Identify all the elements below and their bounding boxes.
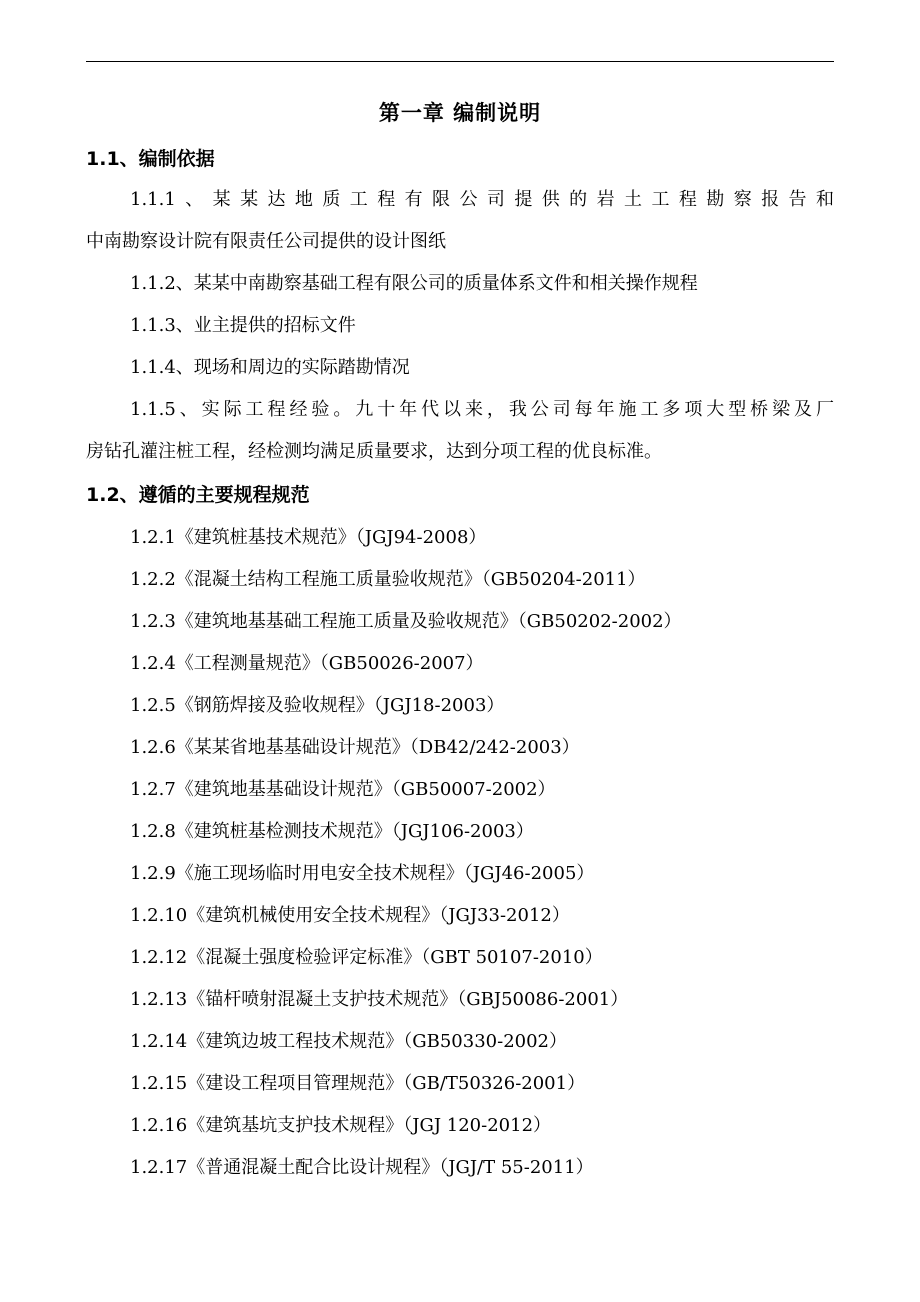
paragraph-line: 1.1.3、业主提供的招标文件 [130, 315, 356, 336]
section-heading-1-2: 1.2、遵循的主要规程规范 [86, 484, 310, 506]
paragraph-line: 1.1.1、某某达地质工程有限公司提供的岩土工程勘察报告和 [130, 189, 834, 210]
list-item: 1.2.5《钢筋焊接及验收规程》（JGJ18-2003） [130, 695, 505, 716]
section-heading-1-1: 1.1、编制依据 [86, 148, 215, 170]
paragraph-line: 1.1.5、实际工程经验。九十年代以来，我公司每年施工多项大型桥梁及厂 [130, 399, 834, 420]
paragraph-1-1-5 [86, 389, 834, 473]
paragraph-1-1-3 [86, 305, 834, 347]
list-item: 1.2.10《建筑机械使用安全技术规程》（JGJ33-2012） [130, 905, 570, 926]
paragraph-1-1-2 [86, 263, 834, 305]
list-item: 1.2.12《混凝土强度检验评定标准》（GBT 50107-2010） [130, 947, 603, 968]
list-item: 1.2.1《建筑桩基技术规范》（JGJ94-2008） [130, 527, 487, 548]
paragraph-line: 房钻孔灌注桩工程，经检测均满足质量要求，达到分项工程的优良标准。 [86, 441, 662, 462]
list-item: 1.2.4《工程测量规范》（GB50026-2007） [130, 653, 484, 674]
list-item: 1.2.2《混凝土结构工程施工质量验收规范》（GB50204-2011） [130, 569, 646, 590]
list-item: 1.2.3《建筑地基基础工程施工质量及验收规范》（GB50202-2002） [130, 611, 682, 632]
list-item: 1.2.9《施工现场临时用电安全技术规程》（JGJ46-2005） [130, 863, 595, 884]
paragraph-1-1-1 [86, 179, 834, 263]
list-item: 1.2.16《建筑基坑支护技术规程》（JGJ 120-2012） [130, 1115, 552, 1136]
header-rule [86, 61, 834, 62]
list-item: 1.2.13《锚杆喷射混凝土支护技术规范》（GBJ50086-2001） [130, 989, 629, 1010]
list-item: 1.2.14《建筑边坡工程技术规范》（GB50330-2002） [130, 1031, 568, 1052]
chapter-title: 第一章 编制说明 [378, 101, 542, 125]
list-item: 1.2.7《建筑地基基础设计规范》（GB50007-2002） [130, 779, 556, 800]
paragraph-line: 1.1.4、现场和周边的实际踏勘情况 [130, 357, 410, 378]
list-item: 1.2.8《建筑桩基检测技术规范》（JGJ106-2003） [130, 821, 534, 842]
paragraph-1-1-4 [86, 347, 834, 389]
list-item: 1.2.6《某某省地基基础设计规范》（DB42/242-2003） [130, 737, 580, 758]
paragraph-line: 中南勘察设计院有限责任公司提供的设计图纸 [86, 231, 446, 252]
paragraph-line: 1.1.2、某某中南勘察基础工程有限公司的质量体系文件和相关操作规程 [130, 273, 698, 294]
list-item: 1.2.17《普通混凝土配合比设计规程》（JGJ/T 55-2011） [130, 1157, 594, 1178]
list-item: 1.2.15《建设工程项目管理规范》（GB/T50326-2001） [130, 1073, 586, 1094]
